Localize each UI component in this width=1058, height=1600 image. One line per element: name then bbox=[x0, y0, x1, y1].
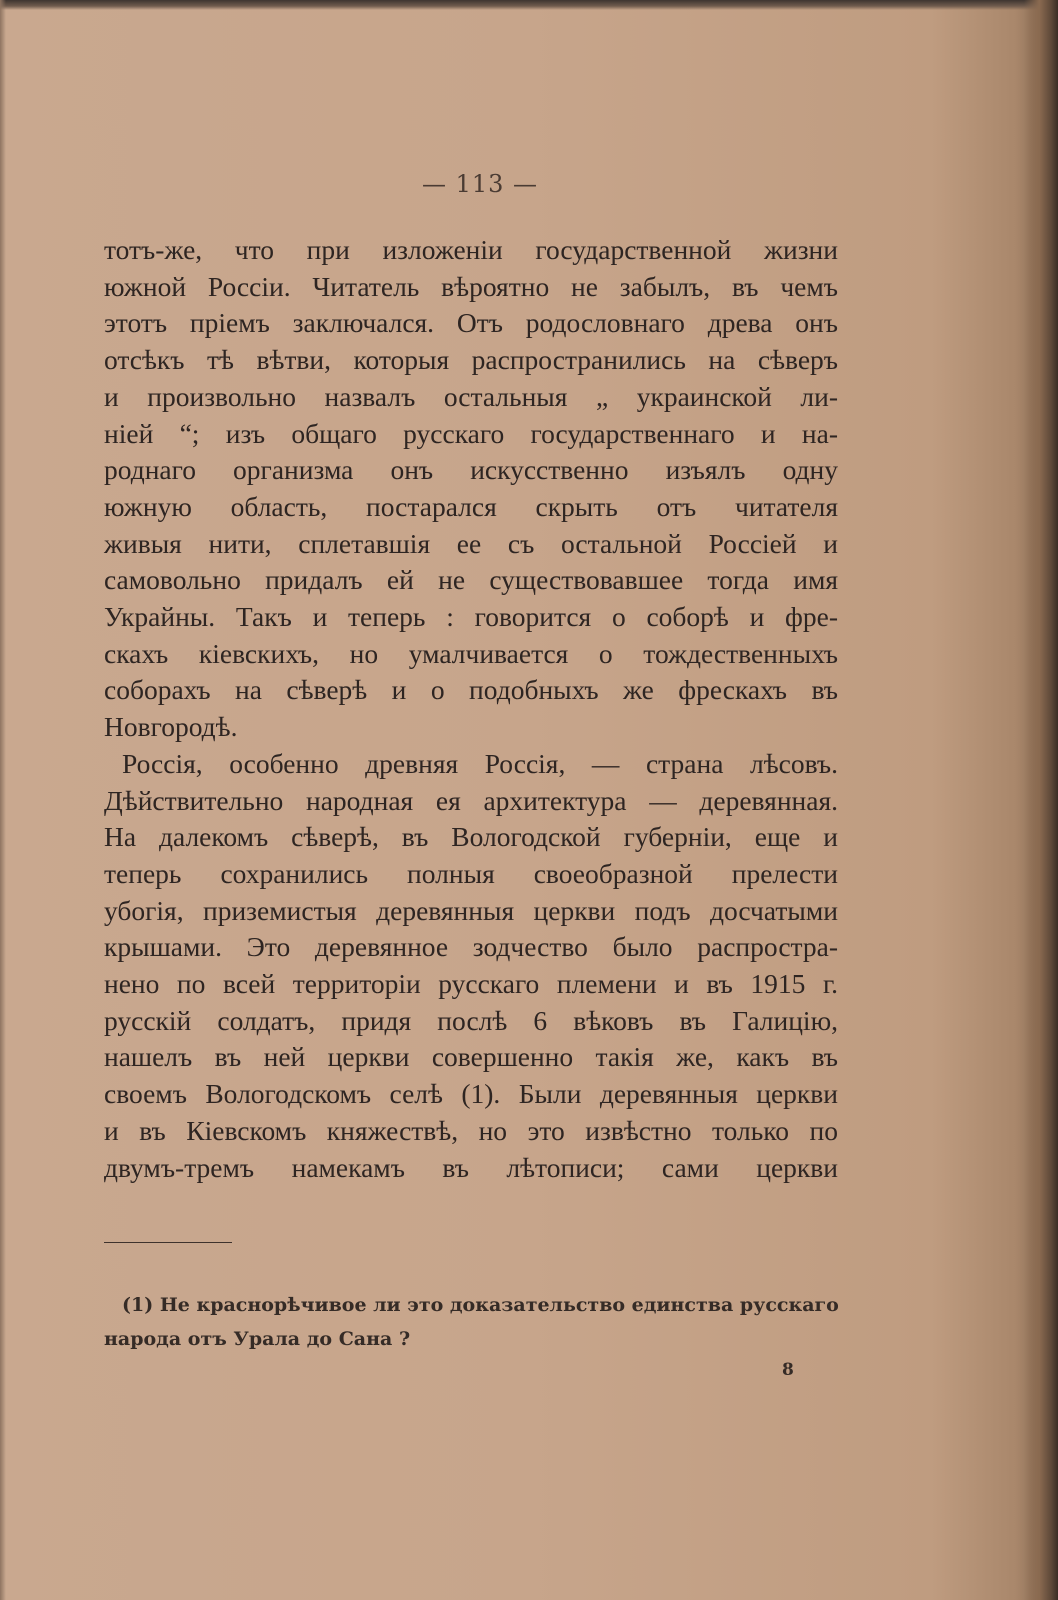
page-number: — 113 — bbox=[421, 170, 539, 198]
text-line: живыя нити, сплетавшія ее съ остальной Россіей и bbox=[104, 527, 838, 559]
page-right-edge bbox=[1024, 0, 1058, 1600]
text-line: Украйны. Такъ и теперь : говорится о соборѣ и фре- bbox=[104, 601, 838, 633]
body-text bbox=[104, 232, 838, 1186]
text-line: роднаго организма онъ искусственно изъялъ одну bbox=[104, 454, 838, 486]
text-line: своемъ Вологодскомъ селѣ (1). Были деревянныя церкви bbox=[104, 1078, 838, 1110]
text-line: нашелъ въ ней церкви совершенно такія же, какъ въ bbox=[104, 1041, 838, 1073]
text-line: тотъ-же, что при изложеніи государственной жизни bbox=[104, 234, 838, 265]
text-line: южную область, постарался скрыть отъ читателя bbox=[104, 490, 838, 522]
footnote bbox=[104, 1288, 838, 1356]
text-line: и въ Кіевскомъ княжествѣ, но это извѣстно только по bbox=[104, 1114, 838, 1146]
text-line: этотъ пріемъ заключался. Отъ родословнаго древа онъ bbox=[104, 307, 838, 339]
footnote-line: народа отъ Урала до Сана ? bbox=[104, 1328, 411, 1350]
signature-mark: 8 bbox=[782, 1360, 794, 1380]
text-line: убогія, приземистыя деревянныя церкви подъ досчатыми bbox=[104, 894, 838, 926]
text-line: и произвольно назвалъ остальныя „ украинской ли- bbox=[104, 380, 838, 412]
text-line: Новгородѣ. bbox=[104, 711, 238, 743]
text-line: теперь сохранились полныя своеобразной прелести bbox=[104, 857, 838, 889]
text-line: самовольно придалъ ей не существовавшее тогда имя bbox=[104, 564, 838, 596]
text-line: крышами. Это деревянное зодчество было распростра- bbox=[104, 931, 838, 963]
text-line: ніей “; изъ общаго русскаго государственнаго и на- bbox=[104, 417, 838, 449]
text-line: южной Россіи. Читатель вѣроятно не забылъ, въ чемъ bbox=[104, 270, 838, 302]
text-line: нено по всей территоріи русскаго племени и въ 1915 г. bbox=[104, 968, 838, 1000]
text-line: русскій солдатъ, придя послѣ 6 вѣковъ въ Галицію, bbox=[104, 1004, 838, 1036]
footnote-line: (1) Не краснорѣчивое ли это доказательство единства русскаго bbox=[122, 1294, 839, 1316]
text-line: Дѣйствительно народная ея архитектура — деревянная. bbox=[104, 784, 838, 816]
footnote-divider bbox=[104, 1242, 232, 1243]
text-line: двумъ-тремъ намекамъ въ лѣтописи; сами церкви bbox=[104, 1151, 838, 1183]
text-line: соборахъ на сѣверѣ и о подобныхъ же фрескахъ въ bbox=[104, 674, 838, 706]
text-line: отсѣкъ тѣ вѣтви, которыя распространились на сѣверъ bbox=[104, 344, 838, 376]
text-line: Россія, особенно древняя Россія, — страна лѣсовъ. bbox=[122, 747, 838, 779]
page-left-edge bbox=[0, 0, 6, 1600]
page-top-edge bbox=[0, 0, 1058, 10]
text-line: На далекомъ сѣверѣ, въ Вологодской губерніи, еще и bbox=[104, 821, 838, 853]
text-line: скахъ кіевскихъ, но умалчивается о тождественныхъ bbox=[104, 637, 838, 669]
